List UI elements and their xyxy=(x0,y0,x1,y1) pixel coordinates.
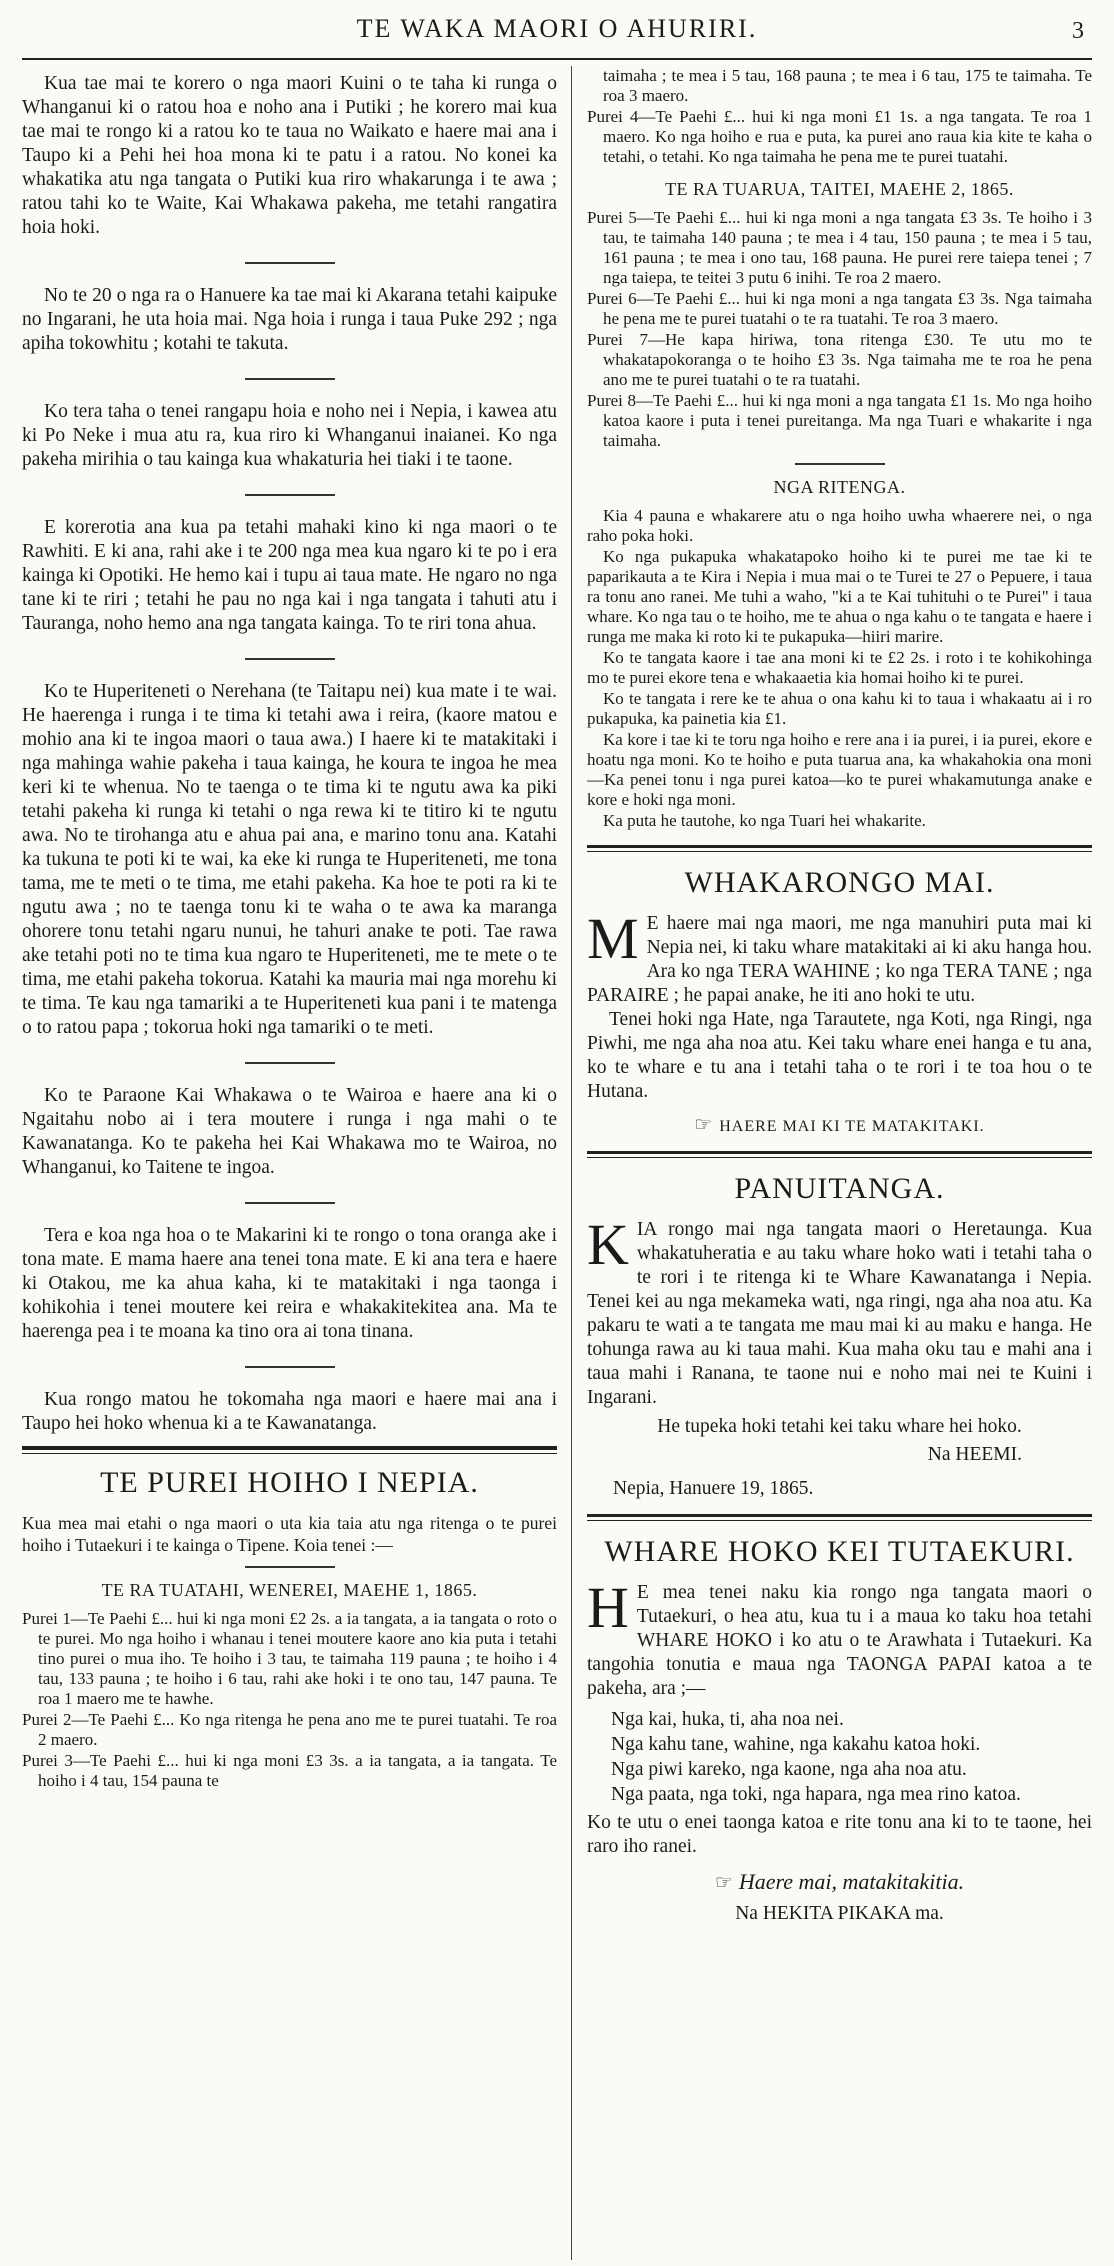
separator xyxy=(245,658,335,660)
dropcap-letter: H xyxy=(587,1575,629,1640)
race-entry-continued: taimaha ; te mea i 5 tau, 168 pauna ; te mea i 6 tau, 175 te taimaha. Te roa 3 maero. xyxy=(603,66,1092,105)
advert-whakarongo-mai xyxy=(587,866,1092,1137)
advert-body-text: IA rongo mai nga tangata maori o Heretaunga. Kua whakatuheratia e au taku whare hoko wati i tetahi taha o te rori i te ritenga ki te Whare Kawanatanga i Nepia. Tenei kei au nga mekameka wati, nga ringi, nga aha noa atu. Ka pakaru te wati a te tangata me mau mai ki au maku e hanga. He tohunga rawa au ki taua mahi. Kua maha oku tau e mahi ana i taua mahi i Ranana, te taone nui e noho mai nei te Kuini i Ingarani. xyxy=(587,1219,1092,1408)
left-column xyxy=(22,66,557,2260)
separator xyxy=(245,1566,335,1568)
pointing-hand-icon: ☞ xyxy=(694,1114,714,1136)
news-item-makarini: Tera e koa nga hoa o te Makarini ki te rongo o tona oranga ake i tona mate. E mama haere ana tenei tona mate. E ki ana tera e haere ki Otakou, me ka ahua kaha, ki te matakitaki i nga taonga i kohikohia i tenei moutere kei reira e whakakitekitea ana. Ma te haerenga pea i te moana ka tino ora ai tona tinana. xyxy=(22,1225,557,1342)
news-item-magistrate: Ko te Paraone Kai Whakawa o te Wairoa e haere ana ki o Ngaitahu nobo ai i tera moutere i runga i nga mahi o te Kawanatanga. Ko te pakeha hei Kai Whakawa mo te Wairoa, no Whanganui, ko Taitene te ingoa. xyxy=(22,1085,557,1178)
news-item-waikato: Kua tae mai te korero o nga maori Kuini o te taha ki runga o Whanganui ki o ratou hoa e noho ana i Putiki ; he korero mai kua tae mai te rongo ki a ratou ko te taua no Waikato e haere mai ana i Taupo ki a Pehi hei hoa mona ki te patu i a ratou. No konei ka whakatika atu nga tangata o Putiki kua riro whakarunga i te awa ; ratou tahi ko te Waite, Kai Whakawa pakeha, me tetahi rangatira hoia hoki. xyxy=(22,73,557,238)
columns xyxy=(22,66,1092,2260)
advert-signature: Na HEKITA PIKAKA ma. xyxy=(735,1903,944,1924)
advert-body-second: Tenei hoki nga Hate, nga Tarautete, nga Koti, nga Ringi, nga Piwhi, me nga aha noa atu. Kei taku whare enei hanga e tu ana, ko te whare e tu ana i tetahi taha o te rori i te toa hou o te Hutana. xyxy=(587,1009,1092,1102)
news-item-sickness: E korerotia ana kua pa tetahi mahaki kino ki nga maori o te Rawhiti. E ki ana, rahi ake i te 200 nga mea kua ngaro ki te po i era kainga ki Opotiki. He hemo kai i tupu ai taua mate. He ngaro no nga tane ki te riri ; tetahi he pau no nga kai i nga tangata i tahuti atu i Tauranga, noho hemo ana nga tangata kainga. To te riri tona ahua. xyxy=(22,517,557,634)
advert-body xyxy=(587,1212,1092,1410)
newspaper-title: TE WAKA MAORI O AHURIRI. xyxy=(356,14,758,43)
news-item-superintendent: Ko te Huperiteneti o Nerehana (te Taitapu nei) kua mate i te wai. He haerenga i runga i te tima ki tetahi awa i reira, (kaore matou e mohio ana ki te ingoa maori o taua awa.) I haere ki te matakitaki i nga mahinga wahie pakeha i taua kainga, he koura te ingoa he mea keri ki te whenua. No te taenga o te tima ki te ngutu awa ka piki tetahi pakeha ki runga ki tetahi o nga rewa ki te titiro ki te ngutu awa. No te tirohanga atu e ahua pai ana, e marino tonu ana. Katahi ka tukuna te poti ki te wai, ka eke ki runga te Huperiteneti, me tona tama, me te meti o te tima, me etahi pakeha. Ka hoe te poti ra ki te ngutu awa ; no te taenga tonu ki te waha o te awa ka maranga ohorere tonu tetahi ngaru nunui, he tahuri anake te poti. Tae rawa ake tetahi poti no te tima kua ngaro te Huperiteneti, me te mete o te tima, me etahi pakeha tokorua. Katahi ka mauria mai nga morehu ki te tima. Te kau nga tamariki a te Huperiteneti kua pani i te matenga o to ratou papa ; tokorua hoki nga tamariki o te meti. xyxy=(22,681,557,1038)
dropcap-letter: K xyxy=(587,1212,629,1277)
section-rule xyxy=(587,1514,1092,1521)
day-one-heading: TE RA TUATAHI, WENEREI, MAEHE 1, 1865. xyxy=(101,1580,478,1600)
list-item: Nga kahu tane, wahine, nga kakahu katoa hoki. xyxy=(611,1734,981,1755)
race-entry: Purei 5—Te Paehi £... hui ki nga moni a nga tangata £3 3s. Te hoiho i 3 tau, te taimaha 140 pauna ; te mea i 4 tau, 150 pauna ; te mea i 5 tau, 161 pauna ; te mea i ono tau, 168 pauna. He purei rere taiepa tenei ; 7 nga taiepa, te teitei 3 putu 6 inihi. Te roa 2 maero. xyxy=(587,208,1092,287)
separator xyxy=(245,378,335,380)
race-entry: Purei 3—Te Paehi £... hui ki nga moni £3 3s. a ia tangata, a ia tangata. Te hoiho i 4 tau, 154 pauna te xyxy=(22,1751,557,1790)
list-item: Nga piwi kareko, nga kaone, nga aha noa atu. xyxy=(611,1759,967,1780)
list-item: Nga paata, nga toki, nga hapara, nga mea rino katoa. xyxy=(611,1784,1021,1805)
section-rule xyxy=(587,1151,1092,1158)
advert-title: PANUITANGA. xyxy=(734,1172,945,1205)
race-entry: Purei 1—Te Paehi £... hui ki nga moni £2 2s. a ia tangata, a ia tangata o roto o te purei. Mo nga hoiho i whanau i tenei moutere kaore ano kia puta i tetahi tino purei o mua iho. Te hoiho i 3 tau, te taimaha 119 pauna ; te hoiho i 4 tau, 133 pauna ; te hoiho i 6 tau, rahi ake hoki i te ono tau, 147 pauna. Te roa 1 maero me te hawhe. xyxy=(22,1609,557,1708)
right-column xyxy=(587,66,1092,2260)
day-two-heading: TE RA TUARUA, TAITEI, MAEHE 2, 1865. xyxy=(665,179,1014,199)
section-rule xyxy=(22,1446,557,1454)
advert-body-text: E haere mai nga maori, me nga manuhiri puta mai ki Nepia nei, ki taku whare matakitaki ai ki aku hanga hou. Ara ko nga TERA WAHINE ; ko nga TERA TANE ; nga PARAIRE ; he papai anake, he iti ano hoki te utu. xyxy=(587,913,1092,1006)
rule-item: Ko te tangata kaore i tae ana moni ki te £2 2s. i roto i te kohikohinga mo te purei ekore tena e whakaaetia kia homai hoiho ki te purei. xyxy=(587,648,1092,687)
column-divider xyxy=(571,66,572,2260)
race-entry: Purei 4—Te Paehi £... hui ki nga moni £1 1s. a nga tangata. Te roa 1 maero. Ko nga hoiho e rua e puta, ka purei ano raua kia kite te kaha o tetahi, o tetahi. Ko nga taimaha he pena me te purei tuatahi. xyxy=(587,107,1092,166)
rule-item: Ko nga pukapuka whakatapoko hoiho ki te purei me tae ki te paparikauta a te Kira i Nepia i mua mai o te Turei te 27 o Pepuere, i taua ra tonu ano ranei. Me tuhi a waho, "ki a te Kai tuhituhi o te Purei" i taua whare. Ko nga tau o te hoiho, me te ahua o nga kahu o te tangata e haere i runga me maka ki roto ki te pukapuka—hiiri marire. xyxy=(587,547,1092,646)
rule-item: Ka kore i tae ki te toru nga hoiho e rere ana i ia purei, i ia purei, ekore e hoatu nga moni. Ko te hoiho e puta tuarua ana, ka whakahokia ona moni—Ka penei tonu i nga purei katoa—ko te purei whakamutunga anake e kore e hoki nga moni. xyxy=(587,730,1092,809)
race-section-title: TE PUREI HOIHO I NEPIA. xyxy=(100,1466,479,1499)
separator xyxy=(245,262,335,264)
dropcap-letter: M xyxy=(587,906,639,971)
race-entry: Purei 8—Te Paehi £... hui ki nga moni a nga tangata £1 1s. Mo nga hoiho katoa kaore i puta i tenei pureitanga. Ma nga Tuari e whakarite i nga taimaha. xyxy=(587,391,1092,450)
pointing-hand-icon: ☞ xyxy=(714,1872,733,1894)
separator xyxy=(245,494,335,496)
separator xyxy=(245,1202,335,1204)
advert-date: Nepia, Hanuere 19, 1865. xyxy=(613,1478,814,1499)
advert-slogan-text: Haere mai, matakitakitia. xyxy=(738,1869,965,1894)
advert-slogan xyxy=(587,1869,1092,1895)
advert-footer xyxy=(587,1112,1092,1137)
race-entry: Purei 6—Te Paehi £... hui ki nga moni a nga tangata £3 3s. Nga taimaha he pena me te purei tuatahi o te ra tuatahi. Te roa 3 maero. xyxy=(587,289,1092,328)
advert-panuitanga xyxy=(587,1172,1092,1500)
advert-title: WHAKARONGO MAI. xyxy=(684,866,995,899)
rule-item: Kia 4 pauna e whakarere atu o nga hoiho uwha whaerere nei, o nga raho poka hoki. xyxy=(587,506,1092,545)
masthead xyxy=(22,0,1092,60)
rule-item: Ka puta he tautohe, ko nga Tuari hei whakarite. xyxy=(603,811,926,830)
separator xyxy=(245,1062,335,1064)
advert-whare-hoko xyxy=(587,1535,1092,1927)
list-item: Nga kai, huka, ti, aha noa nei. xyxy=(611,1709,844,1730)
advert-body xyxy=(587,906,1092,1008)
race-intro: Kua mea mai etahi o nga maori o uta kia taia atu nga ritenga o te purei hoiho i Tutaekuri i te kainga o Tipene. Koia tenei :— xyxy=(22,1513,557,1555)
advert-body-text: E mea tenei naku kia rongo nga tangata maori o Tutaekuri, o hea atu, kua tu i a maua ko taku hoa tetahi WHARE HOKO i ko atu o te Arawhata i Tutaekuri. Ka tangohia tonutia e maua nga TAONGA PAPAI katoa a te pakeha, ara ;— xyxy=(587,1582,1092,1699)
advert-title: WHARE HOKO KEI TUTAEKURI. xyxy=(604,1535,1075,1568)
advert-tobacco-line: He tupeka hoki tetahi kei taku whare hei hoko. xyxy=(657,1416,1022,1437)
advert-body xyxy=(587,1575,1092,1701)
rules-heading: NGA RITENGA. xyxy=(773,477,906,497)
separator xyxy=(795,463,885,465)
race-entry: Purei 2—Te Paehi £... Ko nga ritenga he pena ano me te purei tuatahi. Te roa 2 maero. xyxy=(22,1710,557,1749)
news-item-troops: Ko tera taha o tenei rangapu hoia e noho nei i Nepia, i kawea atu ki Po Neke i mua atu ra, kua riro ki Whanganui inaianei. Ko nga pakeha mirihia o tau kainga kua whakaturia hei tiaki i te taone. xyxy=(22,401,557,470)
separator xyxy=(245,1366,335,1368)
advert-tail: Ko te utu o enei taonga katoa e rite tonu ana ki to te taone, hei raro iho ranei. xyxy=(587,1812,1092,1857)
advert-signature: Na HEEMI. xyxy=(927,1444,1022,1465)
news-item-ship: No te 20 o nga ra o Hanuere ka tae mai ki Akarana tetahi kaipuke no Ingarani, he uta hoia mai. Nga hoia i runga i taua Puke 292 ; nga apiha tokowhitu ; kotahi te takuta. xyxy=(22,285,557,354)
page-number: 3 xyxy=(1072,18,1084,44)
news-item-taupo: Kua rongo matou he tokomaha nga maori e haere mai ana i Taupo hei hoko whenua ki a te Kawanatanga. xyxy=(22,1389,557,1434)
advert-footer-text: HAERE MAI KI TE MATAKITAKI. xyxy=(719,1118,985,1135)
goods-list xyxy=(587,1707,1092,1807)
race-entry: Purei 7—He kapa hiriwa, tona ritenga £30. Te utu mo te whakatapokoranga o te hoiho £3 3s. Nga taimaha me te roa he pena ano me te purei tuatahi o te ra tuatahi. xyxy=(587,330,1092,389)
rule-item: Ko te tangata i rere ke te ahua o ona kahu ki to taua i whakaatu ai i ro pukapuka, ka painetia kia £1. xyxy=(587,689,1092,728)
section-rule xyxy=(587,845,1092,852)
